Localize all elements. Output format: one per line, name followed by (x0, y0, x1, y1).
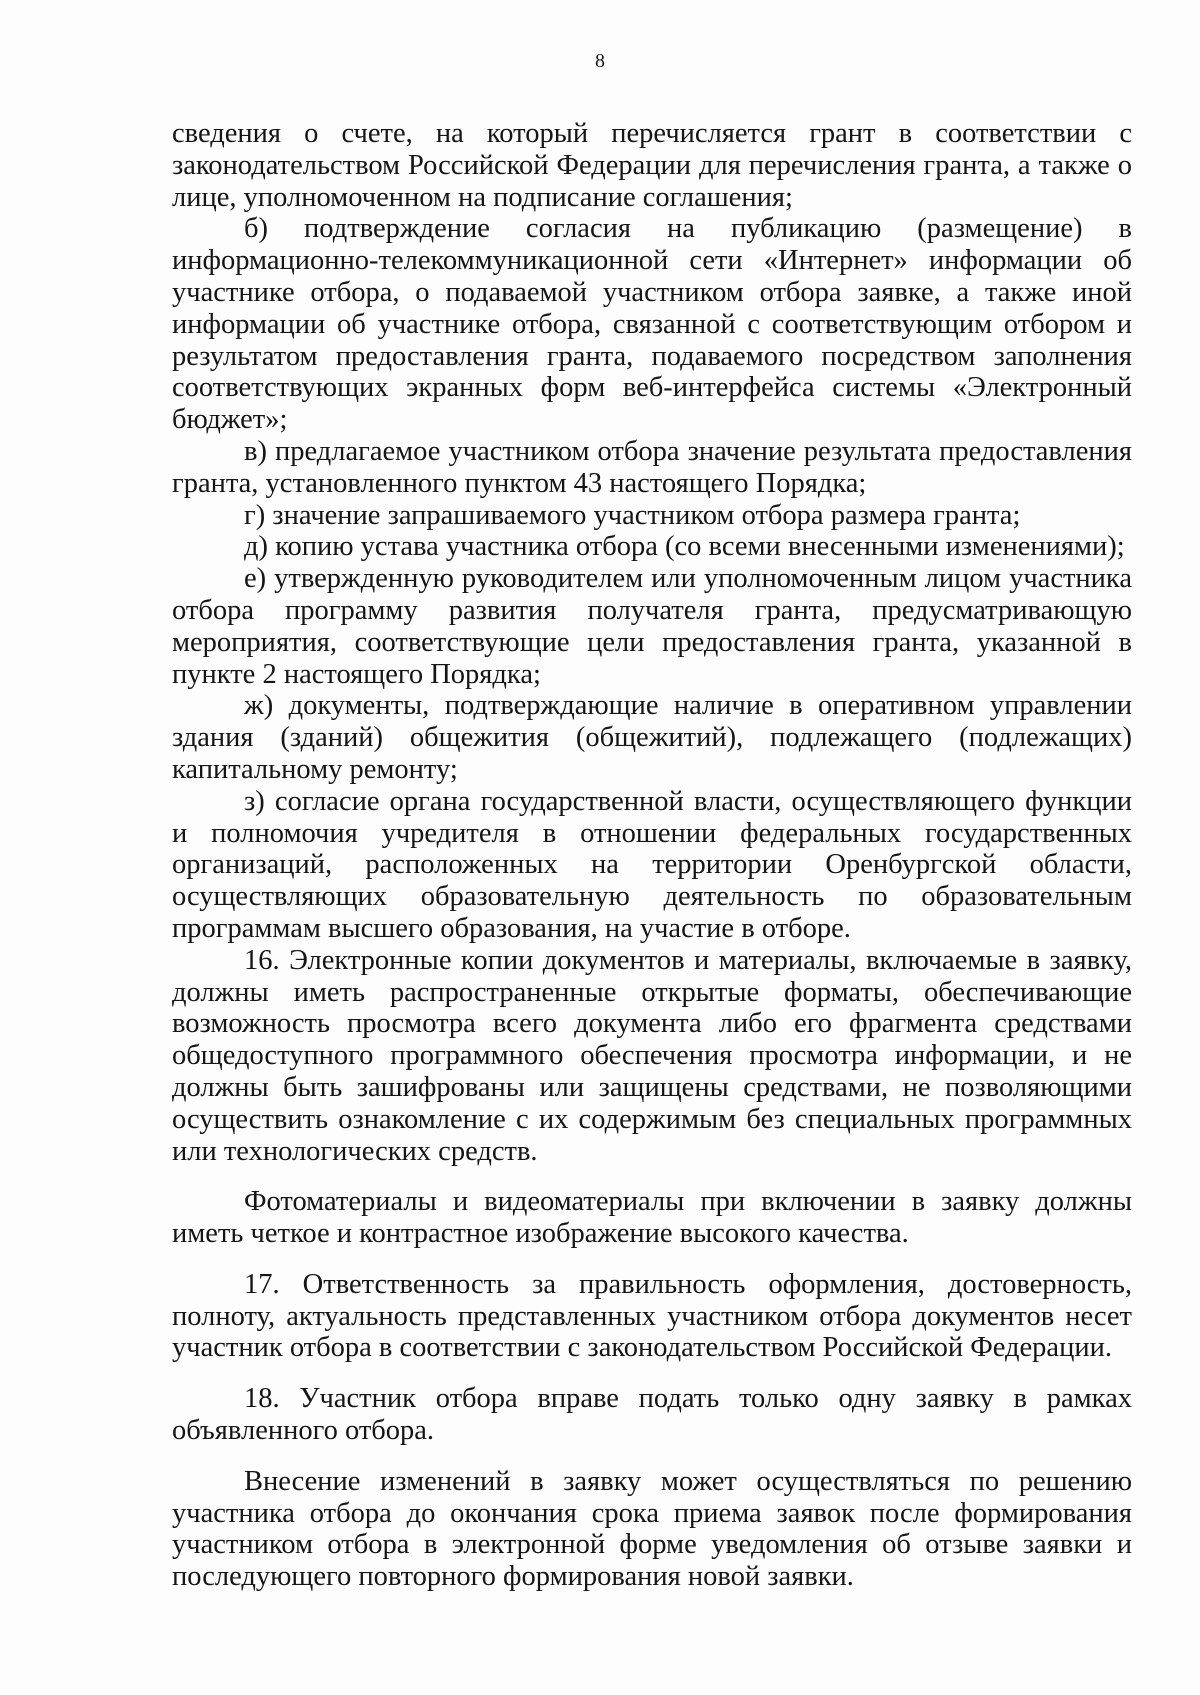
paragraph-photo-video-materials: Фотоматериалы и видеоматериалы при включении в заявку должны иметь четкое и контрастное изображение высокого качества. (172, 1186, 1132, 1250)
paragraph-item-d: д) копию устава участника отбора (со всеми внесенными изменениями); (244, 531, 1125, 563)
paragraph-item-v: в) предлагаемое участником отбора значение результата предоставления гранта, установленного пунктом 43 настоящего Порядка; (172, 435, 1132, 499)
paragraph-clause-17: 17. Ответственность за правильность оформления, достоверность, полноту, актуальность представленных участником отбора документов несет участник отбора в соответствии с законодательством Российской Федерации. (172, 1268, 1132, 1364)
paragraph-item-zh: ж) документы, подтверждающие наличие в оперативном управлении здания (зданий) общежития (общежитий), подлежащего (подлежащих) капитальному ремонту; (172, 690, 1132, 785)
paragraph-clause-18: 18. Участник отбора вправе подать только одну заявку в рамках объявленного отбора. (172, 1383, 1132, 1447)
paragraph-item-z: з) согласие органа государственной власти, осуществляющего функции и полномочия учредителя в отношении федеральных государственных организаций, расположенных на территории Оренбургской области, осуществляющих образовательную деятельность по образовательным программам высшего образования, на участие в отборе. (172, 785, 1132, 944)
paragraph-clause-16: 16. Электронные копии документов и материалы, включаемые в заявку, должны иметь распространенные открытые форматы, обеспечивающие возможность просмотра всего документа либо его фрагмента средствами общедоступного программного обеспечения просмотра информации, и не должны быть зашифрованы или защищены средствами, не позволяющими осуществить ознакомление с их содержимым без специальных программных или технологических средств. (172, 944, 1132, 1167)
paragraph-item-b: б) подтверждение согласия на публикацию (размещение) в информационно-телекоммуникационной сети «Интернет» информации об участнике отбора, о подаваемой участником отбора заявке, а также иной информации об участнике отбора, связанной с соответствующим отбором и результатом предоставления гранта, подаваемого посредством заполнения соответствующих экранных форм веб-интерфейса системы «Электронный бюджет»; (172, 213, 1132, 436)
page-number: 8 (595, 50, 605, 72)
paragraph-application-changes: Внесение изменений в заявку может осуществляться по решению участника отбора до окончания срока приема заявок после формирования участником отбора в электронной форме уведомления об отзыве заявки и последующего повторного формирования новой заявки. (172, 1465, 1132, 1593)
paragraph-item-g: г) значение запрашиваемого участником отбора размера гранта; (244, 499, 1021, 531)
paragraph-continuation-account-details: сведения о счете, на который перечисляется грант в соответствии с законодательством Российской Федерации для перечисления гранта, а также о лице, уполномоченном на подписание соглашения; (172, 118, 1132, 213)
document-body (172, 118, 1132, 1593)
paragraph-item-e: е) утвержденную руководителем или уполномоченным лицом участника отбора программу развития получателя гранта, предусматривающую мероприятия, соответствующие цели предоставления гранта, указанной в пункте 2 настоящего Порядка; (172, 563, 1132, 690)
